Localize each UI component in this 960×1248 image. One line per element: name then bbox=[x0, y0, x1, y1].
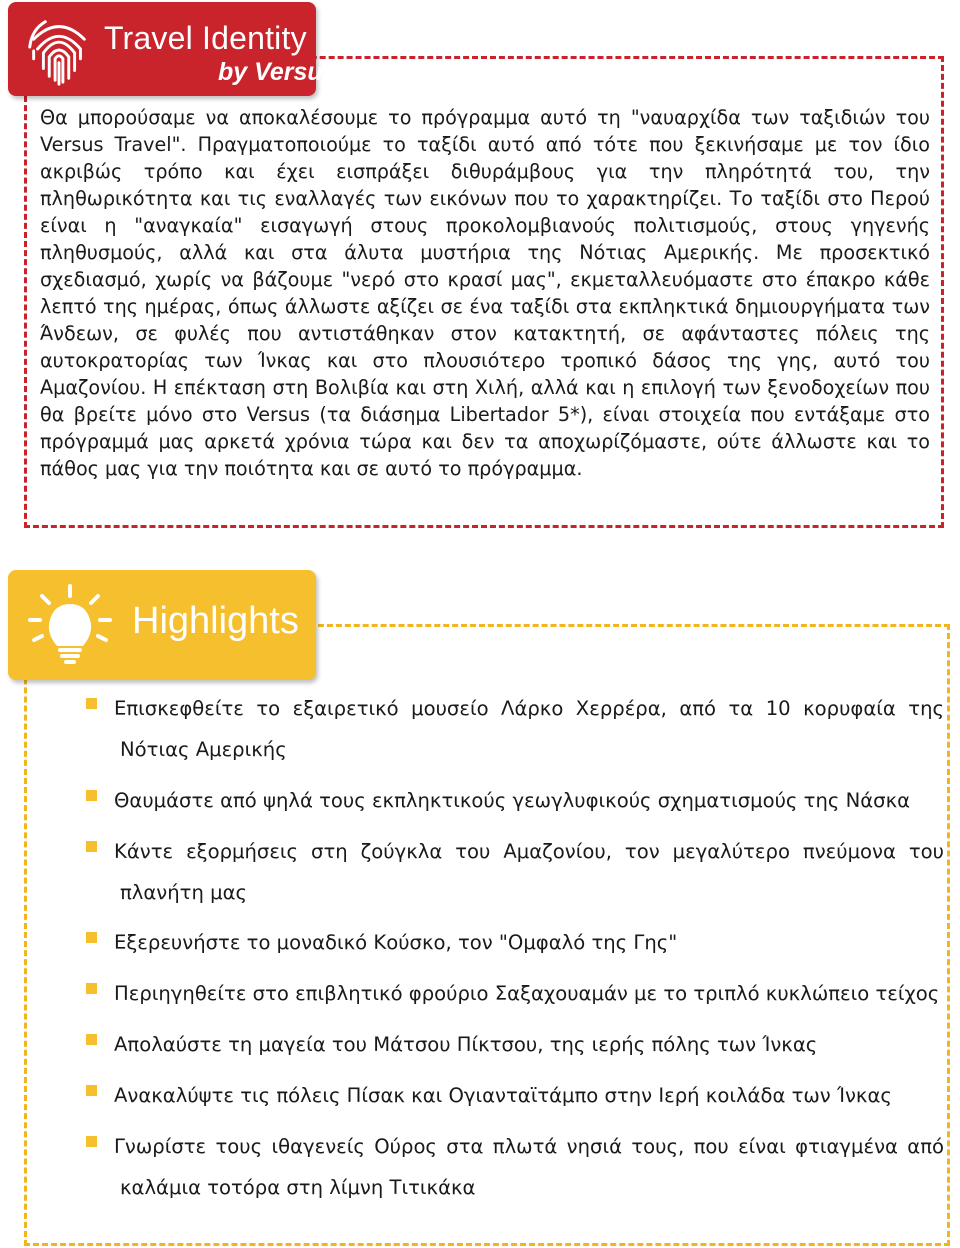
list-item-text: Ανακαλύψτε τις πόλεις Πίσακ και Ογιανταϊτάμπο στην Ιερή κοιλάδα των Ίνκας bbox=[114, 1084, 892, 1107]
list-item-text: Περιηγηθείτε στο επιβλητικό φρούριο Σαξαχουαμάν με το τριπλό κυκλώπειο τείχος bbox=[114, 982, 940, 1005]
list-item-text bbox=[114, 688, 944, 770]
list-item bbox=[86, 1126, 944, 1208]
list-item bbox=[86, 1024, 944, 1065]
list-item bbox=[86, 922, 944, 963]
bullet-square bbox=[86, 790, 97, 801]
list-item-line: καλάμια τοτόρα στη λίμνη Τιτικάκα bbox=[120, 1176, 476, 1199]
list-item-text: Εξερευνήστε το μοναδικό Κούσκο, τον "Ομφαλό της Γης" bbox=[114, 931, 678, 954]
bullet-square bbox=[86, 1034, 97, 1045]
list-item bbox=[86, 1075, 944, 1116]
list-item-text: Απολαύστε τη μαγεία του Μάτσου Πίκτσου, της ιερής πόλης των Ίνκας bbox=[114, 1033, 818, 1056]
bullet-square bbox=[86, 932, 97, 943]
list-item bbox=[86, 688, 944, 770]
brand-subtitle: by Versus bbox=[218, 58, 337, 86]
list-item bbox=[86, 831, 944, 913]
list-item-text bbox=[114, 831, 944, 913]
list-item-text: Θαυμάστε από ψηλά τους εκπληκτικούς γεωγλυφικούς σχηματισμούς της Νάσκα bbox=[114, 789, 911, 812]
intro-paragraph: Θα μπορούσαμε να αποκαλέσουμε το πρόγραμμα αυτό τη "ναυαρχίδα των ταξιδιών του Versus Travel". Πραγματοποιούμε το ταξίδι αυτό από τότε που ξεκινήσαμε με τον ίδιο ακριβώς τρόπο και έχει εισπράξει διθυράμβους για την πληρότητά του, την πληθωρικότητα και τις εναλλαγές των εικόνων που το χαρακτηρίζει. Το ταξίδι στο Περού είναι η "αναγκαία" εισαγωγή στους προκολομβιανούς πολιτισμούς, στους γηγενής πληθυσμούς, αλλά και στα άλυτα μυστήρια της Νότιας Αμερικής. Με προσεκτικό σχεδιασμό, χωρίς να βάζουμε "νερό στο κρασί μας", εκμεταλλευόμαστε στο έπακρο κάθε λεπτό της ημέρας, όπως άλλωστε αξίζει σε ένα ταξίδι στα εκπληκτικά δημιουργήματα των Άνδεων, σε φυλές που αντιστάθηκαν στον κατακτητή, σε αφάνταστες πόλεις της αυτοκρατορίας των Ίνκας και στο πλουσιότερο τροπικό δάσος της γης, αυτό του Αμαζονίου. Η επέκταση στη Βολιβία και στη Χιλή, αλλά και η επιλογή των ξενοδοχείων που θα βρείτε μόνο στο Versus (τα διάσημα Libertador 5*), είναι στοιχεία που εντάξαμε στο πρόγραμμά μας αρκετά χρόνια τώρα και δεν τα αποχωρίζόμαστε, ούτε άλλωστε και το πάθος μας για την ποιότητα και σε αυτό το πρόγραμμα. bbox=[40, 106, 930, 480]
list-item-line: Γνωρίστε τους ιθαγενείς Ούρος στα πλωτά νησιά τους, που είναι φτιαγμένα από bbox=[114, 1135, 944, 1158]
bullet-square bbox=[86, 841, 97, 852]
bullet-square bbox=[86, 1085, 97, 1096]
list-item-line: Επισκεφθείτε το εξαιρετικό μουσείο Λάρκο Χερρέρα, από τα 10 κορυφαία της bbox=[114, 697, 944, 720]
brand-title: Travel Identity bbox=[104, 20, 307, 56]
list-item-line: πλανήτη μας bbox=[120, 881, 247, 904]
list-item-line: Νότιας Αμερικής bbox=[120, 738, 287, 761]
list-item bbox=[86, 973, 944, 1014]
bullet-square bbox=[86, 698, 97, 709]
highlights-title: Highlights bbox=[132, 600, 299, 642]
list-item bbox=[86, 780, 944, 821]
bullet-square bbox=[86, 1136, 97, 1147]
list-item-line: Κάντε εξορμήσεις στη ζούγκλα του Αμαζονίου, τον μεγαλύτερο πνεύμονα του bbox=[114, 840, 944, 863]
bullet-square bbox=[86, 983, 97, 994]
list-item-text bbox=[114, 1126, 944, 1208]
